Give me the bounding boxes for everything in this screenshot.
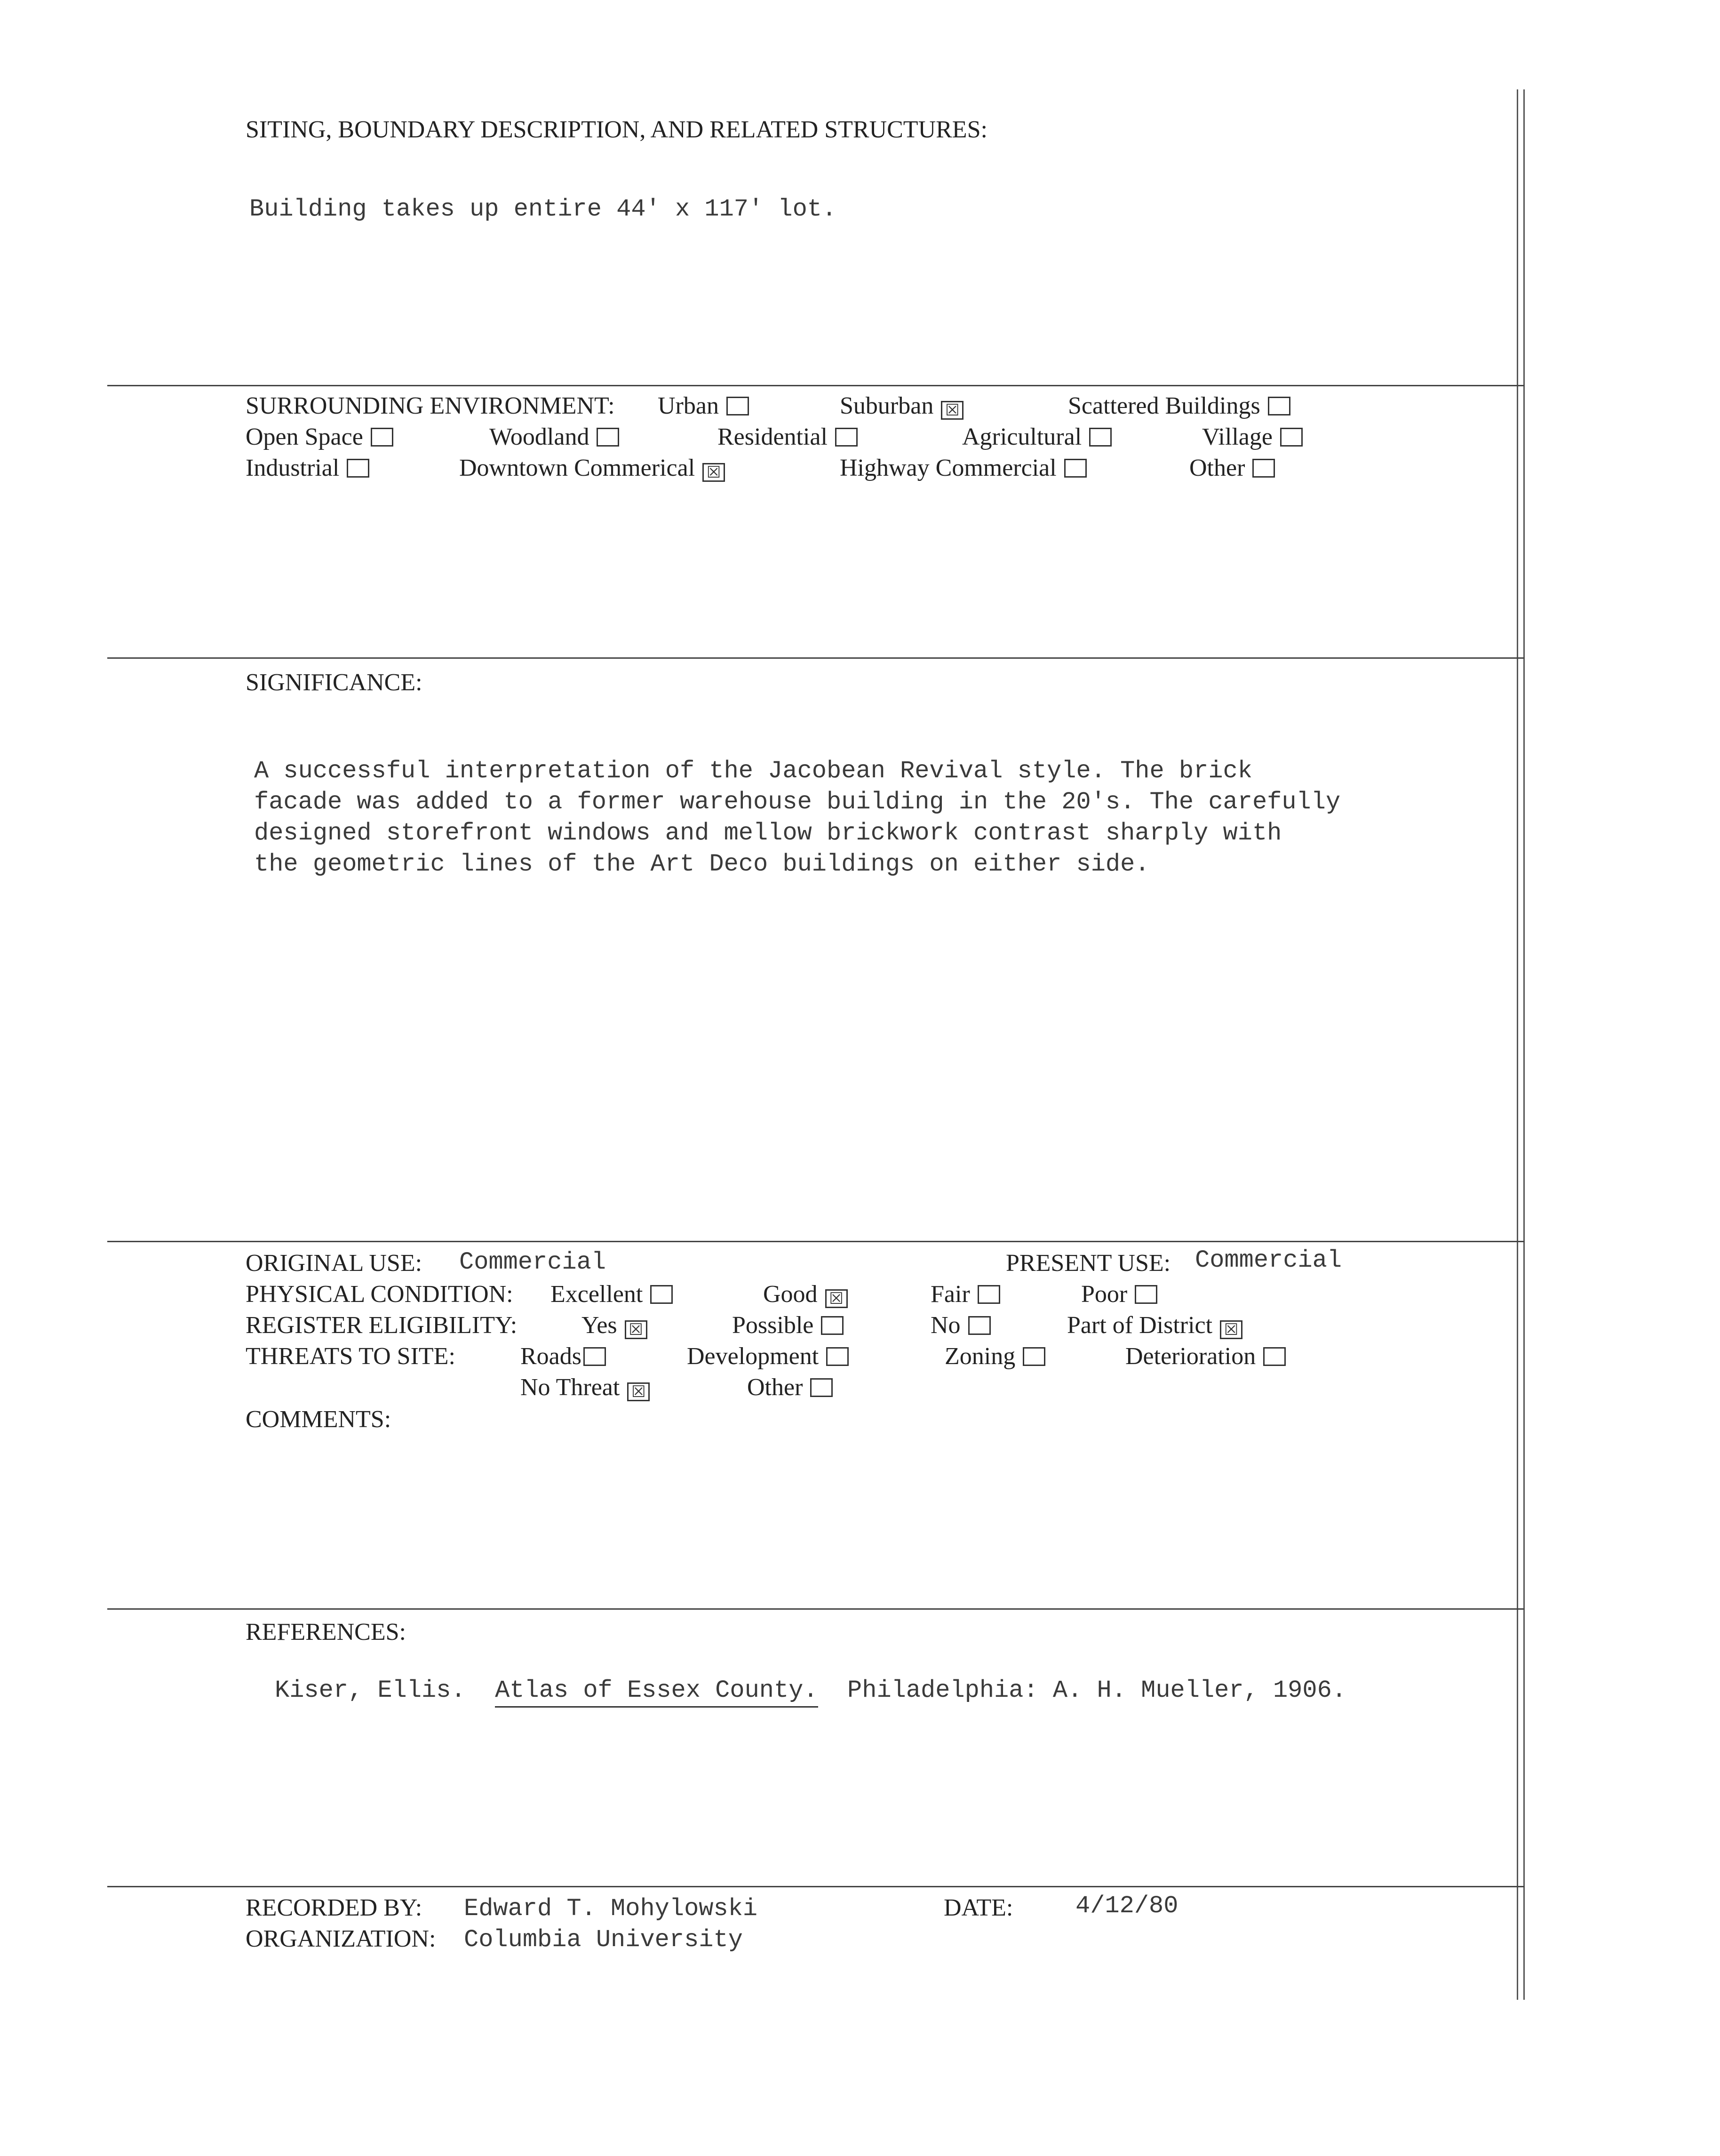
village-checkbox[interactable] xyxy=(1280,428,1303,447)
deterioration-checkbox[interactable] xyxy=(1263,1347,1286,1366)
reference-title: Atlas of Essex County. xyxy=(495,1677,818,1708)
present-use-value[interactable]: Commercial xyxy=(1195,1246,1342,1274)
threat-option-no-threat: No Threat ☒ xyxy=(520,1372,650,1403)
original-use-label: ORIGINAL USE: xyxy=(246,1250,422,1277)
significance-line: the geometric lines of the Art Deco buildings on either side. xyxy=(254,850,1150,878)
threats-label: THREATS TO SITE: xyxy=(246,1343,455,1370)
urban-checkbox[interactable] xyxy=(726,397,749,415)
no-threat-checkbox[interactable]: ☒ xyxy=(627,1382,650,1401)
section-divider-1 xyxy=(107,385,1524,386)
register-eligibility-label: REGISTER ELIGIBILITY: xyxy=(246,1312,518,1339)
comments-label: COMMENTS: xyxy=(246,1406,391,1433)
condition-option-excellent: Excellent xyxy=(550,1279,673,1310)
recorded-by-label: RECORDED BY: xyxy=(246,1894,422,1921)
open-space-checkbox[interactable] xyxy=(371,428,393,447)
poor-checkbox[interactable] xyxy=(1135,1285,1157,1304)
woodland-checkbox[interactable] xyxy=(597,428,619,447)
reference-publisher: Philadelphia: A. H. Mueller, 1906. xyxy=(847,1677,1347,1704)
env-option-village: Village xyxy=(1202,422,1303,453)
eligibility-option-part-of-district: Part of District ☒ xyxy=(1067,1310,1242,1341)
right-border-line-1 xyxy=(1517,89,1518,2000)
organization-label: ORGANIZATION: xyxy=(246,1925,436,1952)
industrial-checkbox[interactable] xyxy=(347,459,369,478)
development-checkbox[interactable] xyxy=(826,1347,849,1366)
zoning-checkbox[interactable] xyxy=(1023,1347,1045,1366)
highway-commercial-checkbox[interactable] xyxy=(1064,459,1087,478)
roads-checkbox[interactable] xyxy=(583,1347,606,1366)
part-of-district-checkbox[interactable]: ☒ xyxy=(1220,1320,1242,1339)
env-option-open-space: Open Space xyxy=(246,422,393,453)
recorded-by-value[interactable]: Edward T. Mohylowski xyxy=(464,1895,758,1923)
significance-line: facade was added to a former warehouse building in the 20's. The carefully xyxy=(254,788,1341,816)
date-label: DATE: xyxy=(944,1894,1013,1921)
downtown-commercial-checkbox[interactable]: ☒ xyxy=(702,463,725,482)
threat-option-other: Other xyxy=(747,1372,833,1403)
threat-option-zoning: Zoning xyxy=(945,1341,1045,1372)
significance-line: designed storefront windows and mellow brickwork contrast sharply with xyxy=(254,819,1282,847)
eligibility-option-possible: Possible xyxy=(732,1310,844,1341)
section-divider-4 xyxy=(107,1608,1524,1610)
siting-text: Building takes up entire 44' x 117' lot. xyxy=(249,195,837,223)
right-border-line-2 xyxy=(1523,89,1525,2000)
reference-entry xyxy=(275,1675,1346,1706)
env-option-agricultural: Agricultural xyxy=(962,422,1112,453)
section-divider-5 xyxy=(107,1886,1524,1887)
yes-checkbox[interactable]: ☒ xyxy=(625,1320,647,1339)
references-heading: REFERENCES: xyxy=(246,1619,406,1645)
env-option-urban: Urban xyxy=(658,391,749,422)
condition-option-poor: Poor xyxy=(1081,1279,1157,1310)
residential-checkbox[interactable] xyxy=(835,428,858,447)
organization-value[interactable]: Columbia University xyxy=(464,1926,743,1954)
env-other-checkbox[interactable] xyxy=(1252,459,1275,478)
condition-option-fair: Fair xyxy=(931,1279,1000,1310)
env-option-scattered-buildings: Scattered Buildings xyxy=(1068,391,1290,422)
env-option-industrial: Industrial xyxy=(246,453,369,484)
env-option-suburban: Suburban ☒ xyxy=(840,391,964,422)
env-option-residential: Residential xyxy=(717,422,858,453)
siting-heading: SITING, BOUNDARY DESCRIPTION, AND RELATED STRUCTURES: xyxy=(246,116,987,143)
threat-other-checkbox[interactable] xyxy=(810,1378,833,1397)
condition-option-good: Good ☒ xyxy=(763,1279,848,1310)
suburban-checkbox[interactable]: ☒ xyxy=(941,401,964,420)
scattered-buildings-checkbox[interactable] xyxy=(1268,397,1290,415)
env-option-other: Other xyxy=(1189,453,1275,484)
environment-heading: SURROUNDING ENVIRONMENT: xyxy=(246,392,615,419)
no-checkbox[interactable] xyxy=(968,1316,991,1335)
eligibility-option-no: No xyxy=(931,1310,991,1341)
significance-heading: SIGNIFICANCE: xyxy=(246,669,422,696)
physical-condition-label: PHYSICAL CONDITION: xyxy=(246,1281,513,1308)
good-checkbox[interactable]: ☒ xyxy=(825,1289,848,1308)
significance-line: A successful interpretation of the Jacobean Revival style. The brick xyxy=(254,757,1252,785)
agricultural-checkbox[interactable] xyxy=(1089,428,1112,447)
original-use-value[interactable]: Commercial xyxy=(459,1248,606,1276)
section-divider-2 xyxy=(107,657,1524,659)
env-option-woodland: Woodland xyxy=(489,422,619,453)
env-option-highway-commercial: Highway Commercial xyxy=(840,453,1087,484)
threat-option-development: Development xyxy=(687,1341,849,1372)
significance-text xyxy=(254,756,1477,880)
possible-checkbox[interactable] xyxy=(821,1316,844,1335)
present-use-label: PRESENT USE: xyxy=(1006,1250,1171,1277)
excellent-checkbox[interactable] xyxy=(650,1285,673,1304)
date-value[interactable]: 4/12/80 xyxy=(1075,1892,1179,1920)
eligibility-option-yes: Yes ☒ xyxy=(581,1310,647,1341)
threat-option-deterioration: Deterioration xyxy=(1125,1341,1286,1372)
env-option-downtown-commercial: Downtown Commerical ☒ xyxy=(459,453,725,484)
section-divider-3 xyxy=(107,1241,1524,1242)
reference-author: Kiser, Ellis. xyxy=(275,1677,466,1704)
fair-checkbox[interactable] xyxy=(978,1285,1000,1304)
threat-option-roads: Roads xyxy=(520,1341,606,1372)
